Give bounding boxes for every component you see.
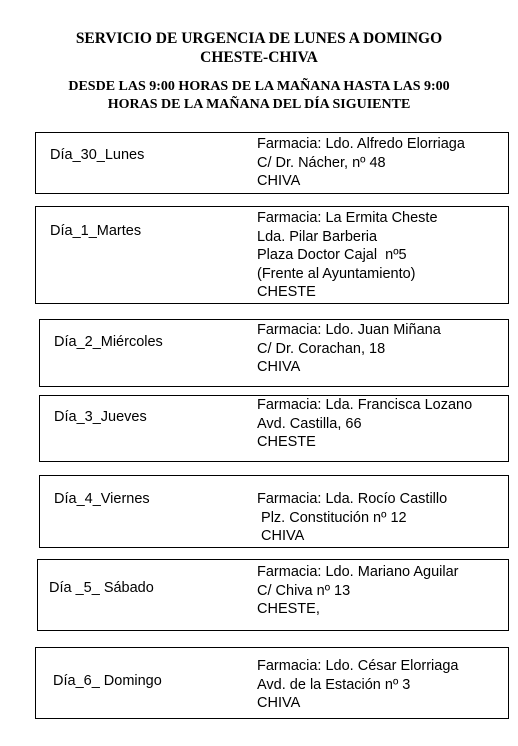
- pharmacy-line: CHIVA: [257, 359, 301, 375]
- entry-box-domingo: [35, 647, 509, 719]
- entry-pharmacy: [257, 396, 472, 452]
- entry-box-jueves: [39, 395, 509, 462]
- entry-day: Día_4_Viernes: [54, 491, 150, 507]
- schedule-subtitle: [0, 78, 518, 114]
- entry-box-miercoles: [39, 319, 509, 387]
- pharmacy-line: Farmacia: Ldo. Juan Miñana: [257, 322, 441, 338]
- entry-pharmacy: [257, 490, 447, 546]
- pharmacy-line: C/ Dr. Nácher, nº 48: [257, 154, 386, 171]
- pharmacy-line: CHIVA: [257, 695, 301, 711]
- pharmacy-line: Farmacia: La Ermita Cheste: [257, 210, 438, 226]
- pharmacy-line: Avd. Castilla, 66: [257, 415, 362, 432]
- entry-pharmacy: [257, 321, 441, 377]
- subtitle-line-2: HORAS DE LA MAÑANA DEL DÍA SIGUIENTE: [107, 97, 411, 112]
- entry-day: Día_30_Lunes: [50, 147, 145, 163]
- pharmacy-line: Lda. Pilar Barberia: [257, 228, 378, 245]
- pharmacy-line: CHESTE: [257, 284, 316, 300]
- entry-pharmacy: [257, 563, 459, 619]
- entry-box-lunes: [35, 132, 509, 194]
- entry-day: Día _5_ Sábado: [49, 580, 154, 596]
- pharmacy-line: CHESTE: [257, 434, 316, 450]
- pharmacy-line: Plz. Constitución nº 12: [257, 509, 407, 526]
- subtitle-line-1: DESDE LAS 9:00 HORAS DE LA MAÑANA HASTA LAS 9:00: [68, 79, 450, 94]
- pharmacy-line: CHIVA: [257, 173, 301, 189]
- title-line-2: CHESTE-CHIVA: [200, 49, 318, 66]
- entry-day: Día_1_Martes: [50, 223, 142, 239]
- pharmacy-line: (Frente al Ayuntamiento): [257, 265, 416, 282]
- pharmacy-line: C/ Dr. Corachan, 18: [257, 340, 386, 357]
- pharmacy-line: Farmacia: Ldo. Alfredo Elorriaga: [257, 136, 465, 152]
- entry-pharmacy: [257, 209, 438, 302]
- entry-pharmacy: [257, 135, 465, 191]
- entry-day: Día_6_ Domingo: [53, 673, 162, 689]
- entry-box-martes: [35, 206, 509, 304]
- pharmacy-line: Farmacia: Lda. Francisca Lozano: [257, 397, 473, 413]
- pharmacy-line: Farmacia: Ldo. César Elorriaga: [257, 658, 459, 674]
- pharmacy-line: C/ Chiva nº 13: [257, 582, 351, 599]
- entry-day: Día_2_Miércoles: [54, 334, 163, 350]
- pharmacy-line: Avd. de la Estación nº 3: [257, 676, 411, 693]
- pharmacy-line: CHIVA: [257, 528, 305, 544]
- pharmacy-line: CHESTE,: [257, 601, 320, 617]
- entry-box-sabado: [37, 559, 509, 631]
- entry-box-viernes: [39, 475, 509, 548]
- pharmacy-line: Farmacia: Lda. Rocío Castillo: [257, 491, 448, 507]
- title-line-1: SERVICIO DE URGENCIA DE LUNES A DOMINGO: [75, 30, 443, 47]
- page-title: [0, 29, 518, 67]
- pharmacy-line: Farmacia: Ldo. Mariano Aguilar: [257, 564, 459, 580]
- entry-pharmacy: [257, 657, 458, 713]
- pharmacy-line: Plaza Doctor Cajal nº5: [257, 247, 407, 263]
- entry-day: Día_3_Jueves: [54, 409, 147, 425]
